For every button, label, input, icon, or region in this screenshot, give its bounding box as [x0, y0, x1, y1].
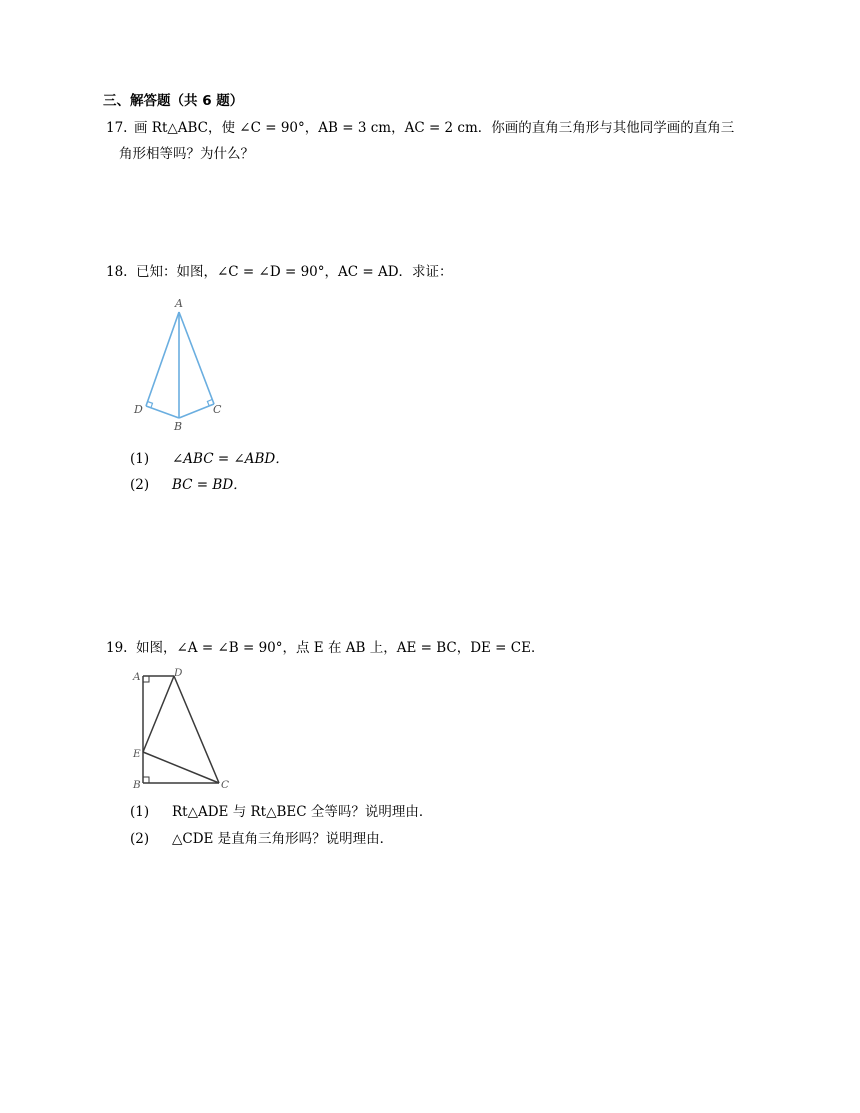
q19-label-b: B: [133, 779, 141, 791]
q19-sub1-text: Rt△ADE 与 Rt△BEC 全等吗？说明理由．: [172, 804, 433, 820]
q19-label-a: A: [133, 671, 141, 683]
q19-number: 19.: [106, 640, 128, 656]
q18-label-a: A: [175, 297, 183, 310]
q18-sub2-number: (2): [130, 477, 150, 493]
q19-sub2-number: (2): [130, 831, 150, 847]
q18-segment-ac: [179, 312, 214, 404]
q19-figure: [128, 664, 238, 794]
section-title: 三、解答题（共 6 题）: [103, 93, 244, 109]
q19-text: 如图，∠A = ∠B = 90°，点 E 在 AB 上，AE = BC，DE = CE．: [136, 640, 545, 656]
q18-text: 已知：如图，∠C = ∠D = 90°，AC = AD．求证：: [136, 264, 453, 280]
q18-label-c: C: [213, 403, 222, 416]
q19-right-angle-b: [143, 777, 149, 783]
q19-right-angle-marks: [143, 676, 149, 783]
q19-sub1-number: (1): [130, 804, 150, 820]
q19-segment-ed: [143, 676, 174, 752]
q18-number: 18.: [106, 264, 128, 280]
q18-sub1-text: ∠ABC = ∠ABD．: [172, 451, 289, 467]
q19-label-d: D: [174, 667, 183, 679]
q18-sub2-text: BC = BD．: [172, 477, 247, 493]
q19-figure-lines: [143, 676, 219, 783]
q19-label-e: E: [133, 748, 141, 760]
q18-segment-ad: [146, 312, 179, 406]
q17-line1: 画 Rt△ABC，使 ∠C = 90°，AB = 3 cm，AC = 2 cm．你画的直角三角形与其他同学画的直角三: [134, 120, 735, 136]
q19-sub2-text: △CDE 是直角三角形吗？说明理由．: [172, 831, 394, 847]
q18-figure: [128, 292, 228, 436]
q18-label-b: B: [174, 420, 183, 433]
q17-line2: 角形相等吗？为什么？: [119, 146, 254, 162]
q18-label-d: D: [134, 403, 143, 416]
q17-number: 17.: [106, 120, 128, 136]
q19-right-angle-a: [143, 676, 149, 682]
q18-sub1-number: (1): [130, 451, 150, 467]
q19-label-c: C: [221, 779, 230, 791]
q18-figure-lines: [146, 312, 214, 418]
